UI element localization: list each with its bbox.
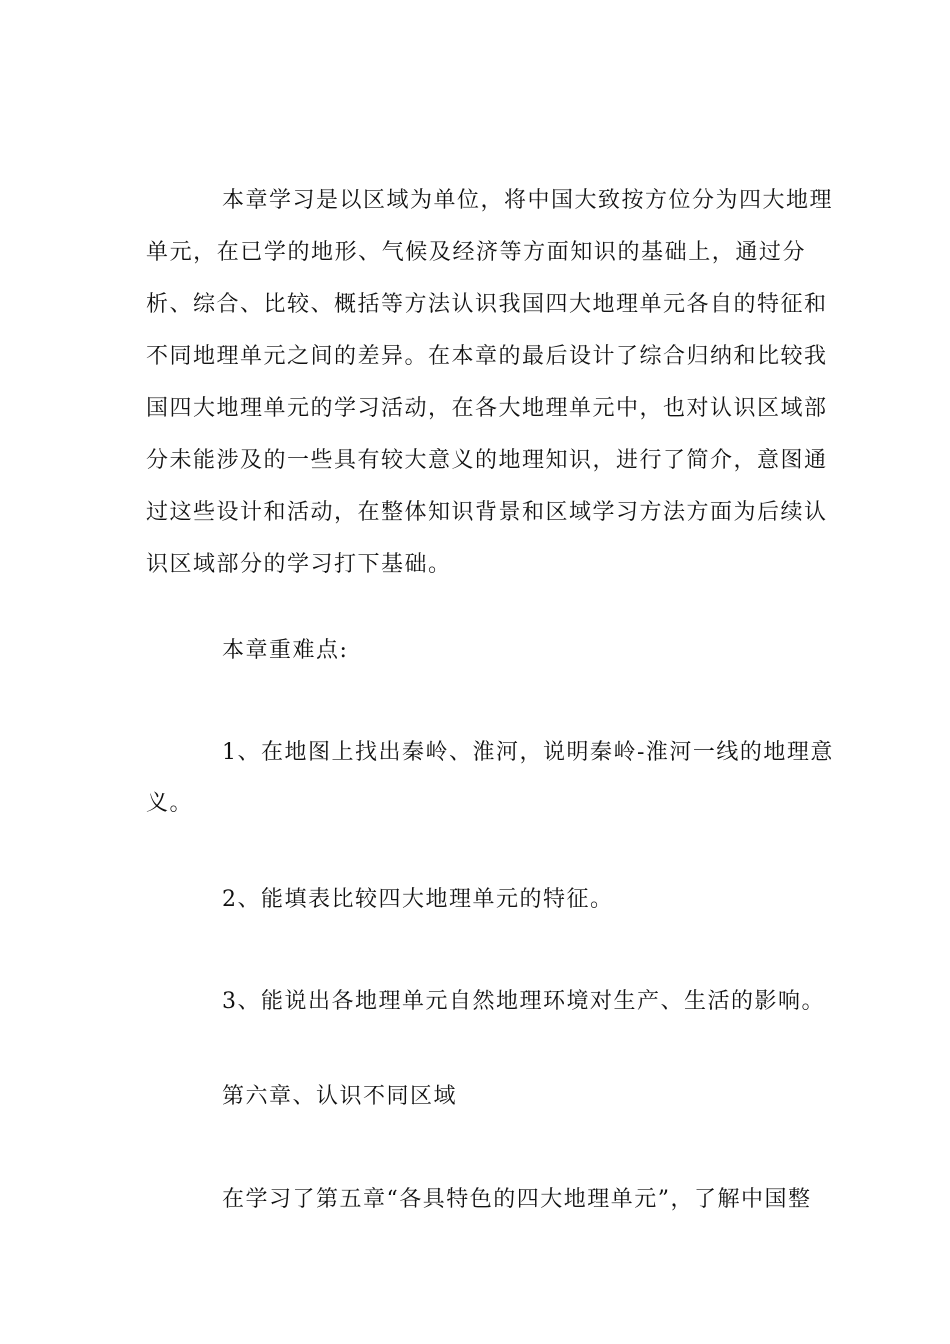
text-line: 1、在地图上找出秦岭、淮河，说明秦岭-淮河一线的地理意 <box>222 740 834 765</box>
text-line: 析、综合、比较、概括等方法认识我国四大地理单元各自的特征和 <box>146 292 828 317</box>
text-line: 义。 <box>146 791 194 816</box>
text-line: 识区域部分的学习打下基础。 <box>146 552 452 577</box>
text-line: 国四大地理单元的学习活动，在各大地理单元中，也对认识区域部 <box>146 396 828 421</box>
text-line: 本章学习是以区域为单位，将中国大致按方位分为四大地理 <box>222 188 834 213</box>
text-line: 单元，在已学的地形、气候及经济等方面知识的基础上，通过分 <box>146 240 806 265</box>
text-line: 过这些设计和活动，在整体知识背景和区域学习方法方面为后续认 <box>146 500 828 525</box>
paragraph-chapter-6-intro: 在学习了第五章“各具特色的四大地理单元”，了解中国整 <box>222 1187 812 1212</box>
key-points-heading: 本章重难点: <box>222 638 349 663</box>
chapter-6-title: 第六章、认识不同区域 <box>222 1084 458 1109</box>
text-line: 分未能涉及的一些具有较大意义的地理知识，进行了简介，意图通 <box>146 448 828 473</box>
text-line: 不同地理单元之间的差异。在本章的最后设计了综合归纳和比较我 <box>146 344 828 369</box>
key-point-3: 3、能说出各地理单元自然地理环境对生产、生活的影响。 <box>222 989 825 1014</box>
key-point-2: 2、能填表比较四大地理单元的特征。 <box>222 887 614 912</box>
